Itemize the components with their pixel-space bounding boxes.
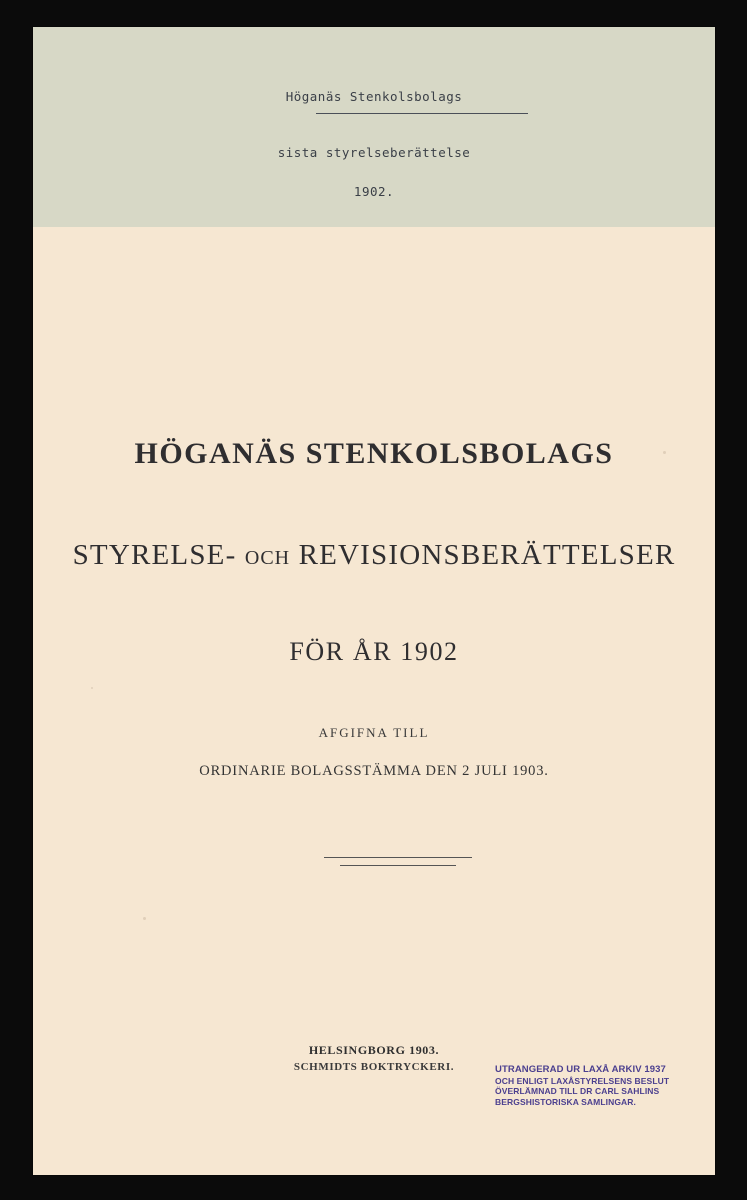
archive-stamp-line-2: OCH ENLIGT LAXÅSTYRELSENS BESLUT [495,1075,670,1086]
label-line-title: Höganäs Stenkolsbolags [285,89,463,104]
paper-speck [91,687,93,689]
page-subtitle [33,539,715,572]
imprint-city-year: HELSINGBORG 1903. [308,1043,440,1057]
subtitle-part-2: REVISIONSBERÄTTELSER [290,539,676,571]
archive-label-slip [33,27,715,227]
archive-stamp-line-3: ÖVERLÄMNAD TILL DR CARL SAHLINS [495,1086,660,1096]
archive-stamp [495,1065,695,1107]
ornament-rule-bottom [340,865,456,866]
title-meeting-line: ORDINARIE BOLAGSSTÄMMA DEN 2 JULI 1903. [199,763,549,779]
archive-stamp-line-1: UTRANGERAD UR LAXÅ ARKIV 1937 [495,1064,666,1075]
label-line-year: 1902. [353,184,395,199]
page-title: HÖGANÄS STENKOLSBOLAGS [134,437,614,470]
label-line-subtitle: sista styrelseberättelse [277,145,471,160]
subtitle-part-1: STYRELSE- [72,539,245,571]
title-afgifna-line: AFGIFNA TILL [318,725,430,740]
paper-speck [663,451,666,454]
ornament-rule-top [324,857,472,858]
archive-stamp-line-4: BERGSHISTORISKA SAMLINGAR. [495,1096,636,1107]
label-underline [316,113,528,114]
subtitle-och: OCH [244,547,291,569]
paper-speck [143,917,146,920]
title-year-line: FÖR ÅR 1902 [289,637,459,666]
document-sheet [33,27,715,1175]
imprint-printer: SCHMIDTS BOKTRYCKERI. [293,1061,455,1073]
